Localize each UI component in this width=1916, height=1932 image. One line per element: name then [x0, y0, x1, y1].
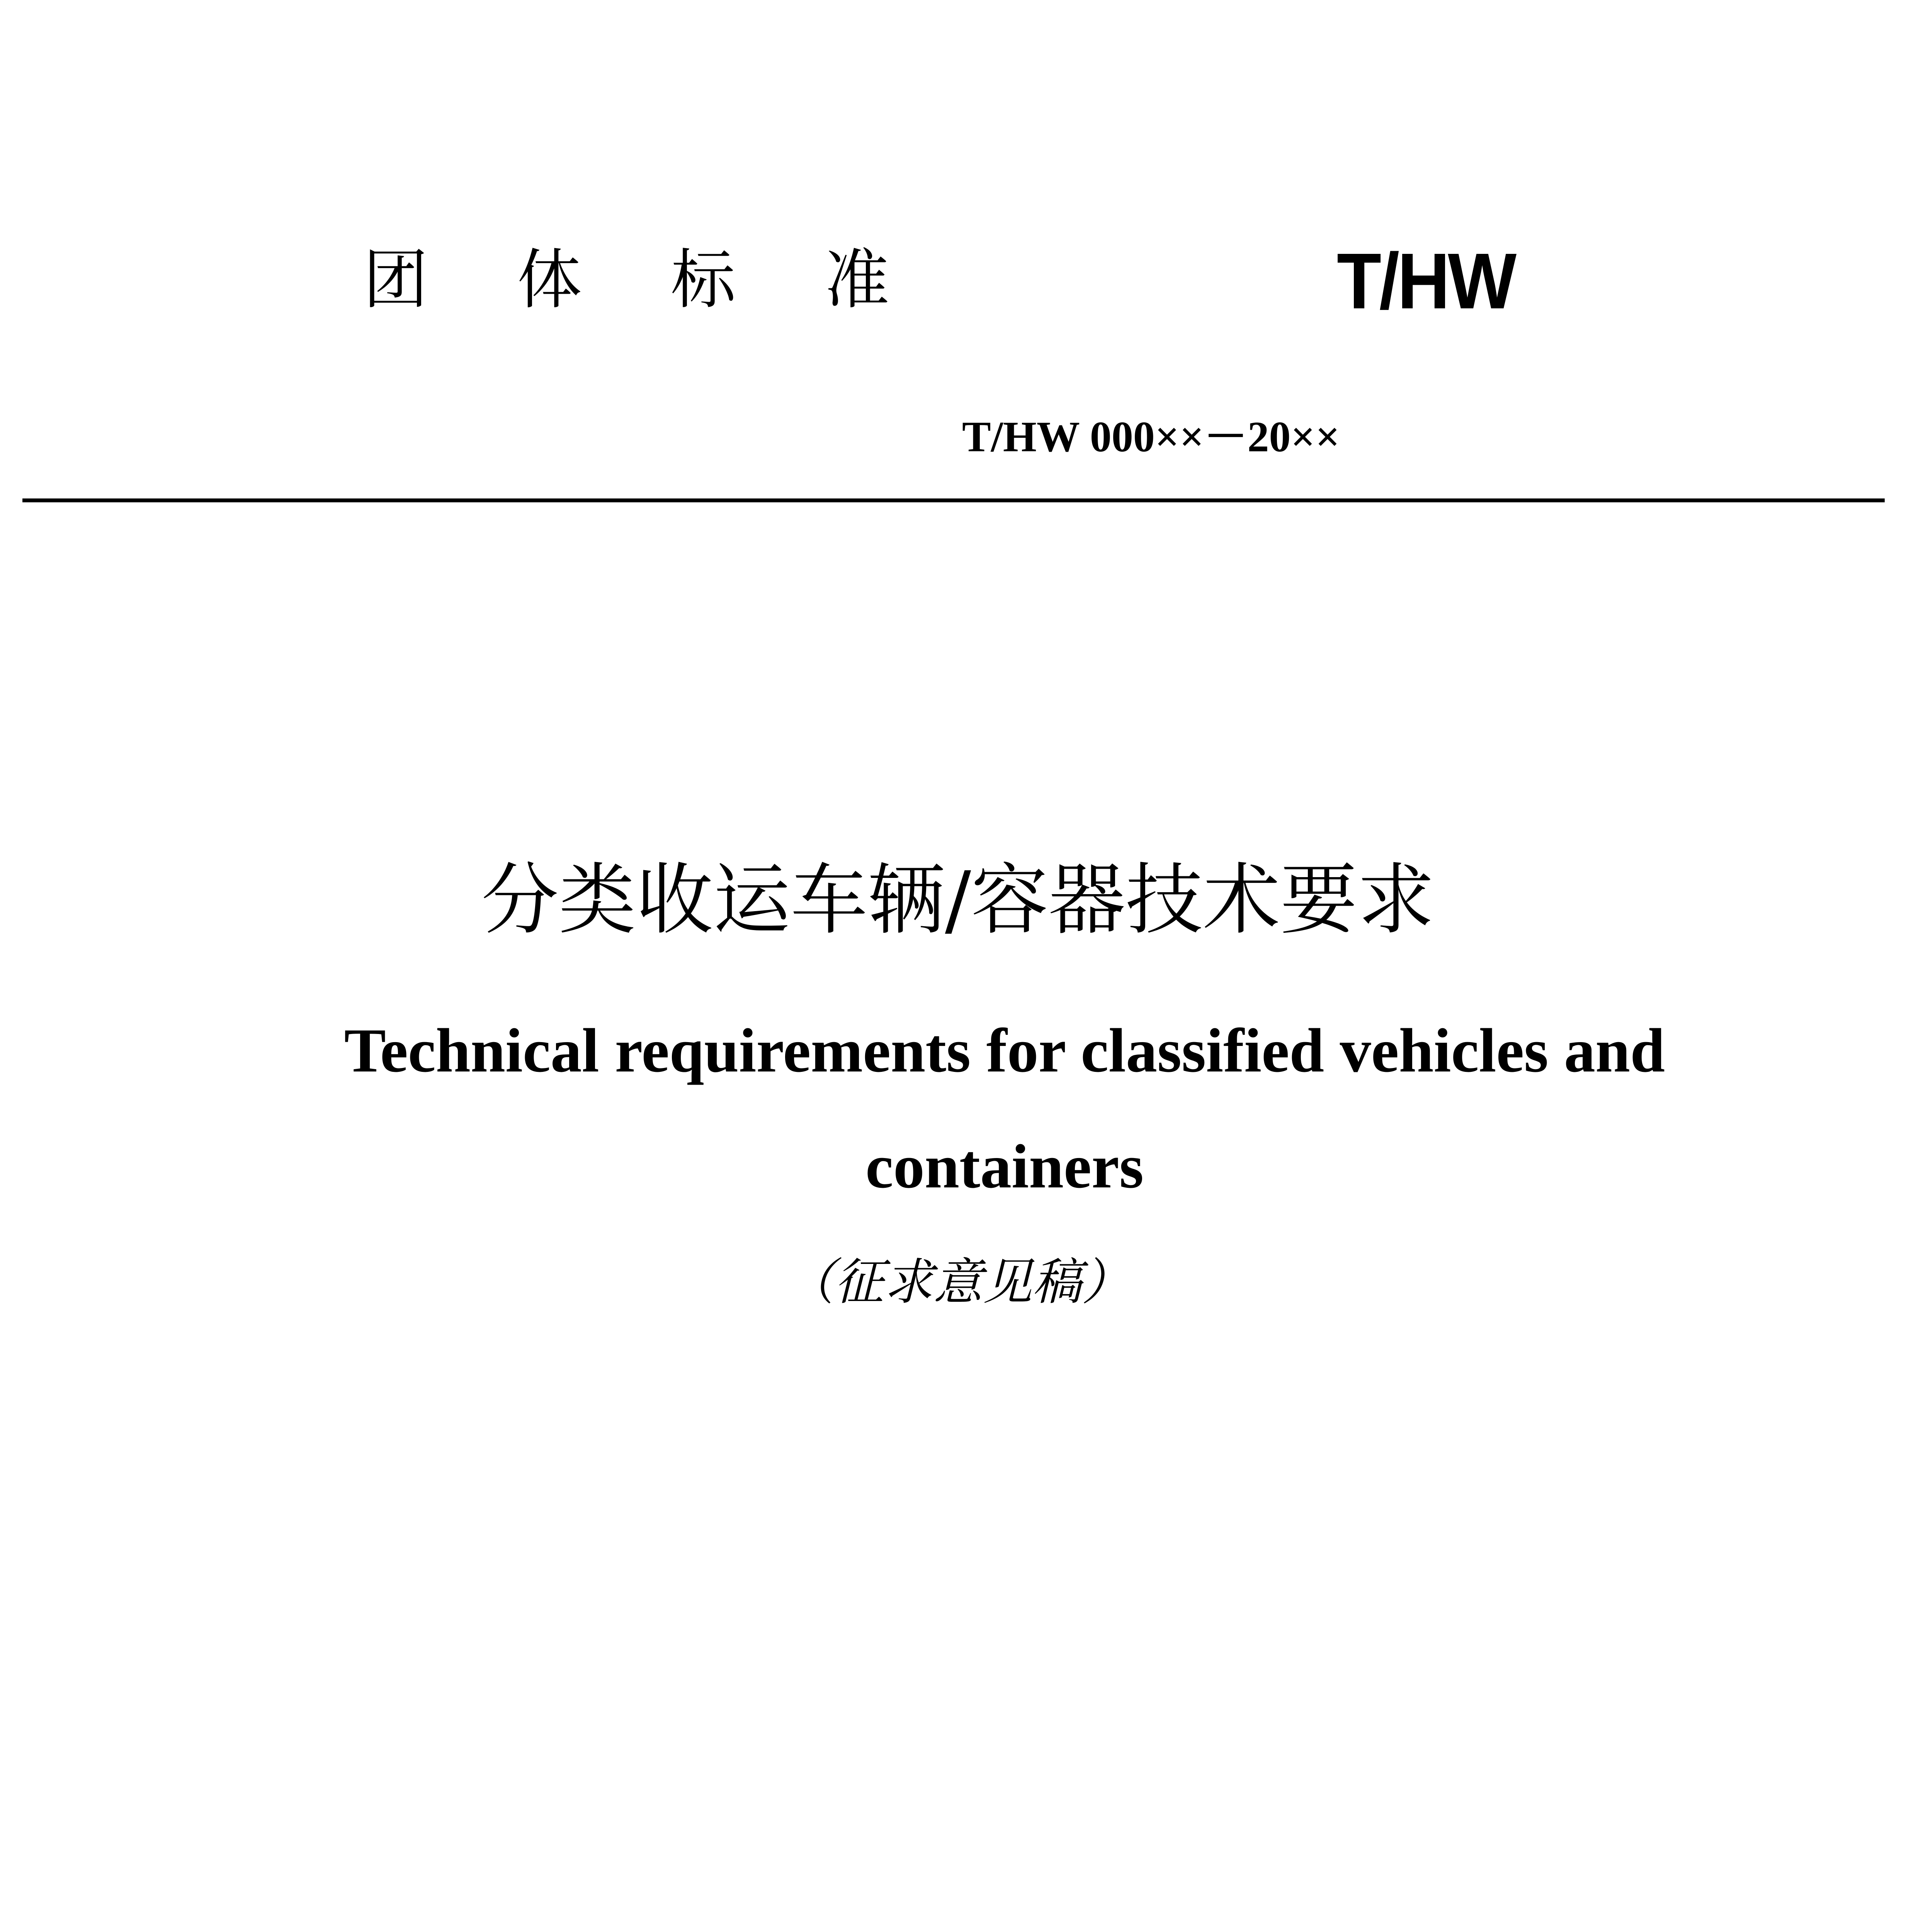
standard-logo: T/HW: [1337, 237, 1515, 325]
draft-status-note: （征求意见稿）: [785, 1253, 1131, 1311]
document-title-english: Technical requirements for classified vehicles and containers: [344, 1016, 1665, 1201]
standard-number: T/HW 000××－20××: [962, 413, 1340, 461]
document-title-chinese: 分类收运车辆/容器技术要求: [481, 855, 1435, 945]
standard-type-label: 团体标准: [363, 242, 978, 318]
top-divider: [22, 498, 1885, 502]
